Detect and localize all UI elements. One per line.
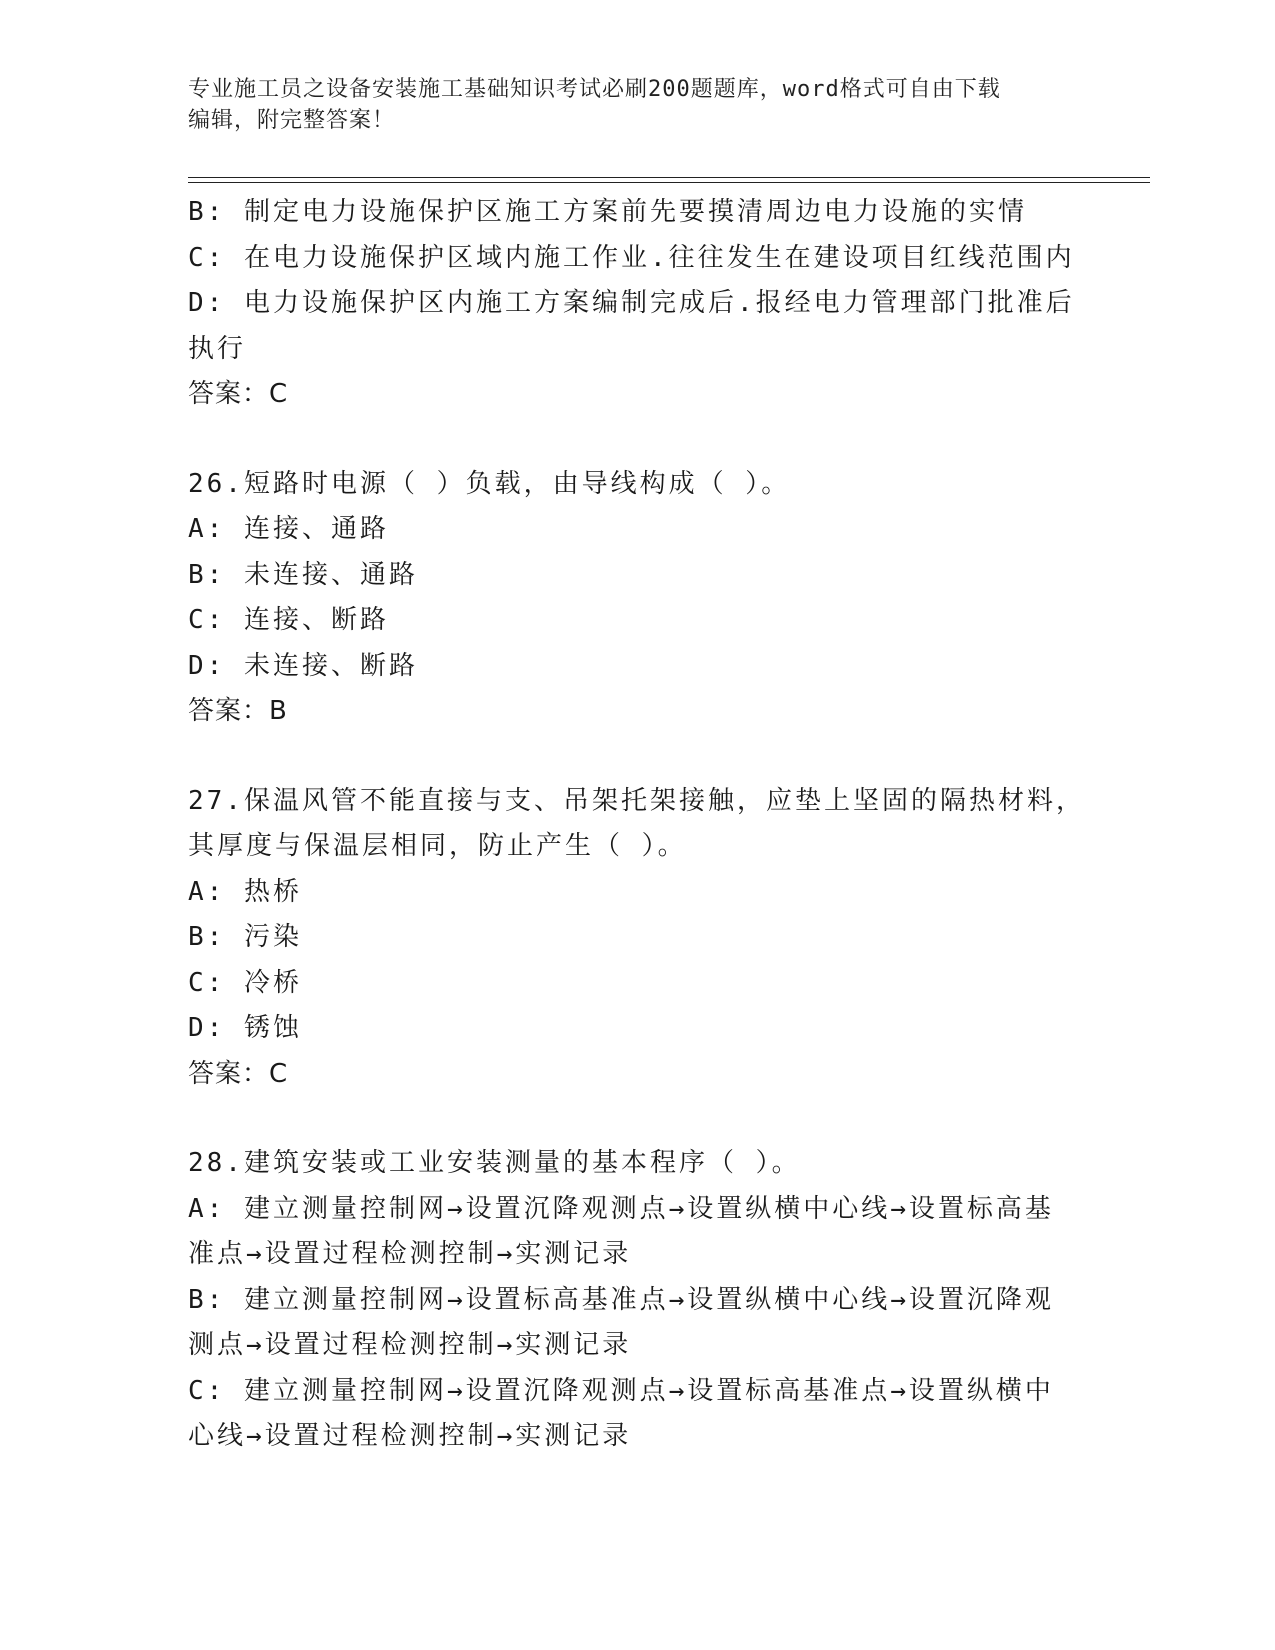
question-25-continued <box>188 190 1088 418</box>
option-a-continued: 准点→设置过程检测控制→实测记录 <box>188 1239 632 1269</box>
question-28 <box>188 1141 1088 1460</box>
option-d: D: 锈蚀 <box>188 1013 302 1043</box>
option-b-continued: 测点→设置过程检测控制→实测记录 <box>188 1330 632 1360</box>
option-a: A: 连接、通路 <box>188 514 389 544</box>
option-c: C: 冷桥 <box>188 967 302 998</box>
spacer <box>188 735 1088 779</box>
document-header <box>188 74 1088 136</box>
option-c: C: 在电力设施保护区域内施工作业.往往发生在建设项目红线范围内 <box>188 242 1075 273</box>
question-stem-continued: 其厚度与保温层相同，防止产生（ ）。 <box>188 831 687 861</box>
header-divider-bottom <box>188 182 1150 183</box>
header-title-line-2: 编辑，附完整答案！ <box>188 108 396 133</box>
question-stem: 28.建筑安装或工业安装测量的基本程序（ ）。 <box>188 1148 801 1178</box>
option-b: B: 制定电力设施保护区施工方案前先要摸清周边电力设施的实情 <box>188 197 1027 227</box>
option-a: A: 建立测量控制网→设置沉降观测点→设置纵横中心线→设置标高基 <box>188 1193 1054 1224</box>
answer: 答案：C <box>188 1058 289 1089</box>
document-body <box>188 190 1088 1460</box>
option-b: B: 建立测量控制网→设置标高基准点→设置纵横中心线→设置沉降观 <box>188 1284 1054 1315</box>
answer: 答案：B <box>188 696 288 726</box>
option-c-continued: 心线→设置过程检测控制→实测记录 <box>188 1421 632 1451</box>
option-b: B: 未连接、通路 <box>188 559 418 590</box>
option-d: D: 电力设施保护区内施工方案编制完成后.报经电力管理部门批准后 <box>188 288 1075 318</box>
option-b: B: 污染 <box>188 922 302 952</box>
option-d: D: 未连接、断路 <box>188 650 418 681</box>
option-c: C: 建立测量控制网→设置沉降观测点→设置标高基准点→设置纵横中 <box>188 1375 1054 1406</box>
option-d-continued: 执行 <box>188 333 247 364</box>
question-27 <box>188 779 1088 1098</box>
option-a: A: 热桥 <box>188 876 302 907</box>
question-26 <box>188 462 1088 735</box>
spacer <box>188 418 1088 462</box>
answer: 答案：C <box>188 379 289 409</box>
spacer <box>188 1097 1088 1141</box>
option-c: C: 连接、断路 <box>188 605 389 635</box>
question-stem: 26.短路时电源（ ）负载，由导线构成（ ）。 <box>188 468 791 499</box>
header-divider-top <box>188 177 1150 178</box>
question-stem: 27.保温风管不能直接与支、吊架托架接触，应垫上坚固的隔热材料， <box>188 785 1085 816</box>
header-title-line-1: 专业施工员之设备安装施工基础知识考试必刷200题题库，word格式可自由下载 <box>188 77 1001 102</box>
